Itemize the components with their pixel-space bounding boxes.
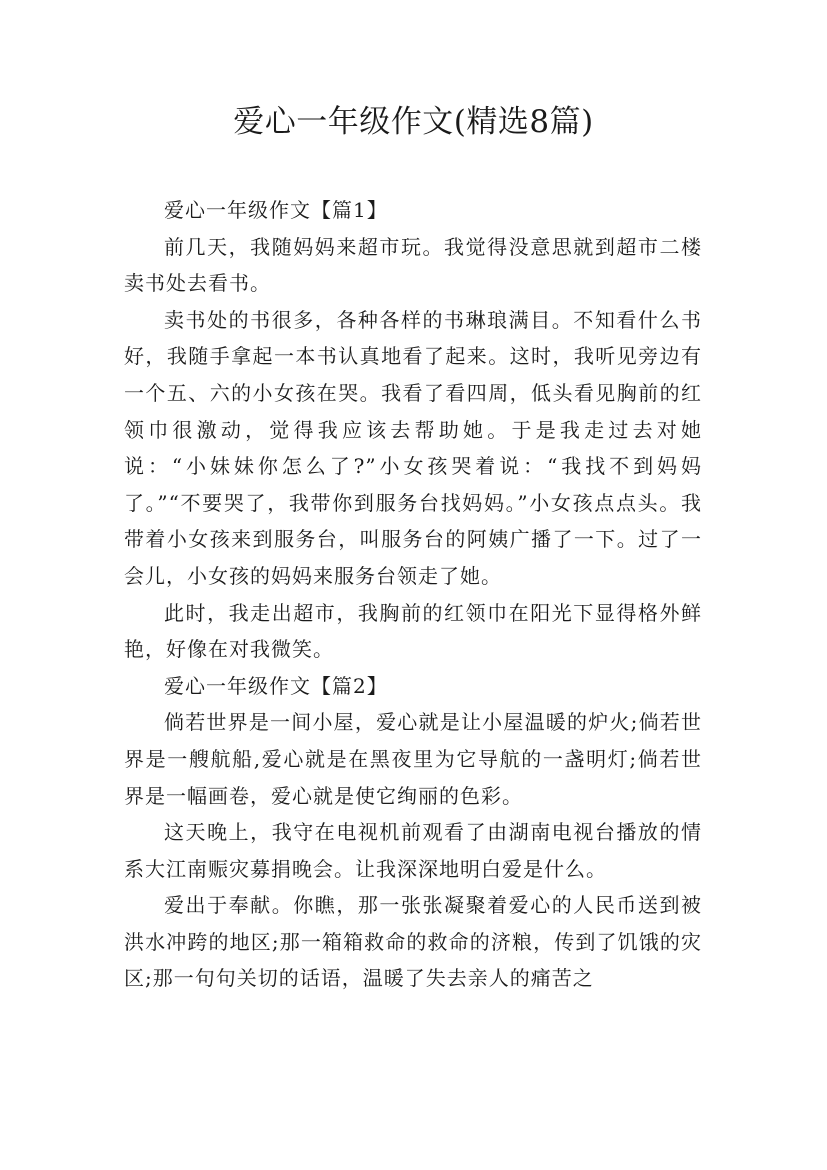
paragraph: 爱出于奉献。你瞧，那一张张凝聚着爱心的人民币送到被洪水冲跨的地区;那一箱箱救命的救命的济粮，传到了饥饿的灾区;那一句句关切的话语，温暖了失去亲人的痛苦之	[124, 893, 702, 991]
paragraph: 这天晚上，我守在电视机前观看了由湖南电视台播放的情系大江南赈灾募捐晚会。让我深深地明白爱是什么。	[124, 820, 702, 881]
document-body	[124, 192, 702, 997]
section-heading-1: 爱心一年级作文【篇1】	[164, 198, 388, 222]
paragraph: 前几天，我随妈妈来超市玩。我觉得没意思就到超市二楼卖书处去看书。	[124, 234, 702, 296]
paragraph: 卖书处的书很多，各种各样的书琳琅满目。不知看什么书好，我随手拿起一本书认真地看了起来。这时，我听见旁边有一个五、六的小女孩在哭。我看了看四周，低头看见胸前的红领巾很激动，觉得我应该去帮助她。于是我走过去对她说：“小妹妹你怎么了?”小女孩哭着说：“我找不到妈妈了。”“不要哭了，我带你到服务台找妈妈。”小女孩点点头。我带着小女孩来到服务台，叫服务台的阿姨广播了一下。过了一会儿，小女孩的妈妈来服务台领走了她。	[124, 307, 702, 588]
section-heading-2: 爱心一年级作文【篇2】	[164, 673, 388, 698]
paragraph: 此时，我走出超市，我胸前的红领巾在阳光下显得格外鲜艳，好像在对我微笑。	[124, 600, 702, 662]
document-title: 爱心一年级作文(精选8篇)	[233, 104, 594, 140]
paragraph: 倘若世界是一间小屋，爱心就是让小屋温暖的炉火;倘若世界是一艘航船,爱心就是在黑夜里为它导航的一盏明灯;倘若世界是一幅画卷，爱心就是使它绚丽的色彩。	[124, 710, 702, 808]
